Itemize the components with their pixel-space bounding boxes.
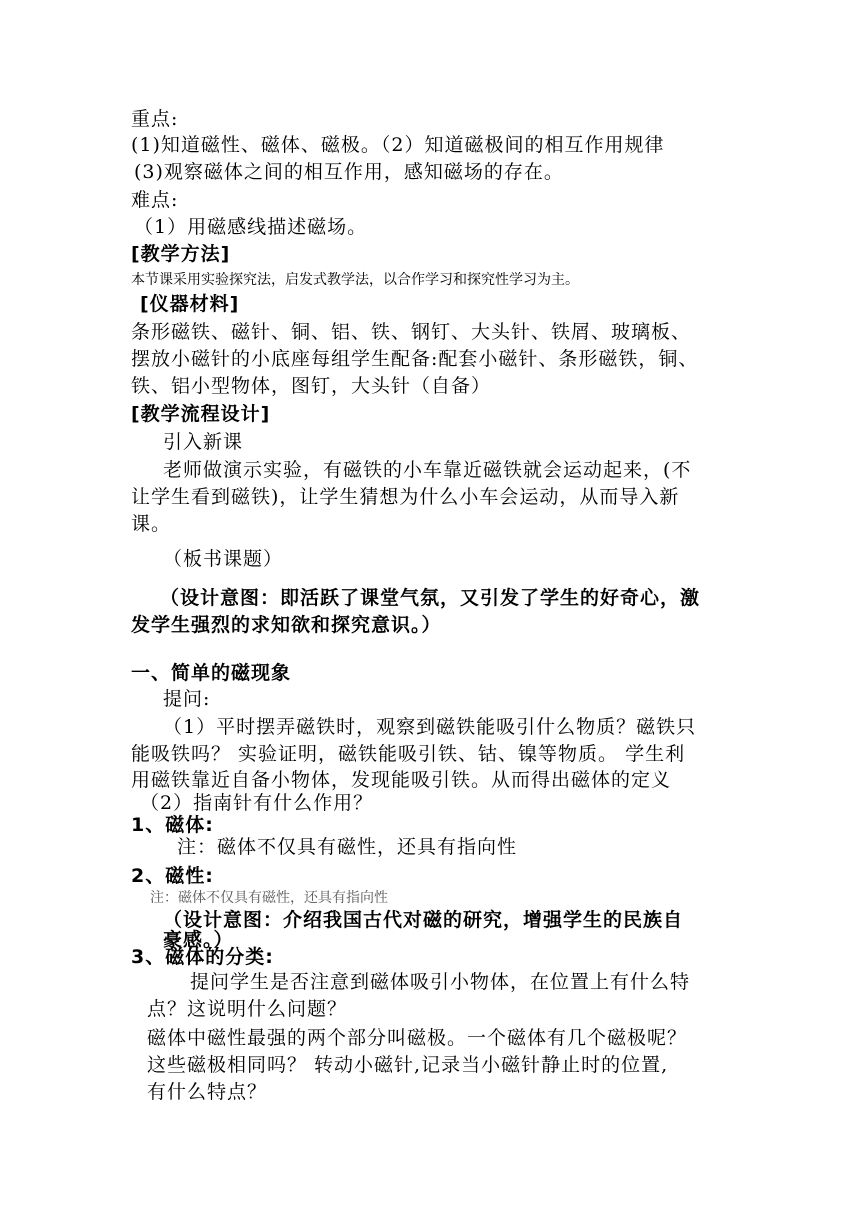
- materials-line-3: 铁、铝小型物体，图钉，大头针（自备）: [131, 375, 492, 397]
- materials-line-2: 摆放小磁针的小底座每组学生配备:配套小磁针、条形磁铁，铜、: [131, 348, 699, 370]
- subsection-3-title: 3、磁体的分类:: [131, 946, 274, 968]
- ask-label: 提问:: [163, 688, 211, 710]
- method-text: 本节课采用实验探究法，启发式教学法，以合作学习和探究性学习为主。: [131, 272, 579, 288]
- question-1-line-2: 能吸铁吗？ 实验证明，磁铁能吸引铁、钴、镍等物质。 学生利: [131, 743, 686, 765]
- poles-line-3: 有什么特点？: [147, 1081, 268, 1103]
- difficulty-1: （1）用磁感线描述磁场。: [134, 216, 368, 238]
- intent-2-line-2: 豪感。）: [163, 929, 234, 951]
- intro-line-1: 老师做演示实验，有磁铁的小车靠近磁铁就会运动起来，(不: [163, 459, 692, 481]
- method-title: [教学方法]: [131, 243, 231, 265]
- poles-line-1: 磁体中磁性最强的两个部分叫磁极。一个磁体有几个磁极呢？: [147, 1027, 688, 1049]
- flow-title: [教学流程设计]: [131, 403, 271, 425]
- intent-1-line-2: 发学生强烈的求知欲和探究意识。）: [131, 614, 442, 636]
- board-title: （板书课题）: [163, 548, 284, 570]
- intro-label: 引入新课: [163, 431, 244, 453]
- intent-1-line-1: （设计意图：即活跃了课堂气氛，又引发了学生的好奇心，激: [160, 587, 701, 609]
- intent-2-line-1: （设计意图：介绍我国古代对磁的研究，增强学生的民族自: [163, 909, 684, 931]
- question-3-line-1: 提问学生是否注意到磁体吸引小物体，在位置上有什么特: [190, 971, 691, 993]
- intro-line-2: 让学生看到磁铁)，让学生猜想为什么小车会运动，从而导入新: [131, 486, 680, 508]
- section-1-title: 一、简单的磁现象: [131, 662, 292, 684]
- key-point-1: (1)知道磁性、磁体、磁极。（2）知道磁极间的相互作用规律: [131, 134, 665, 156]
- question-1-line-3: 用磁铁靠近自备小物体，发现能吸引铁。从而得出磁体的定义: [131, 769, 672, 791]
- poles-line-2: 这些磁极相同吗？ 转动小磁针,记录当小磁针静止时的位置,: [147, 1054, 669, 1076]
- key-point-3: (3)观察磁体之间的相互作用，感知磁场的存在。: [134, 161, 564, 183]
- difficulty-label: 难点:: [131, 189, 179, 211]
- question-1-line-1: （1）平时摆弄磁铁时，观察到磁铁能吸引什么物质？磁铁只: [163, 716, 697, 738]
- materials-line-1: 条形磁铁、磁针、铜、铝、铁、钢钉、大头针、铁屑、玻璃板、: [131, 321, 692, 343]
- subsection-2-note: 注：磁体不仅具有磁性，还具有指向性: [150, 890, 388, 906]
- question-2: （2）指南针有什么作用？: [140, 792, 374, 814]
- key-points-label: 重点:: [131, 108, 179, 130]
- subsection-2-title: 2、磁性:: [131, 865, 214, 887]
- subsection-1-note: 注：磁体不仅具有磁性，还具有指向性: [177, 836, 518, 858]
- intro-line-3: 课。: [131, 513, 172, 535]
- subsection-1-title: 1、磁体:: [131, 814, 214, 836]
- materials-title: [仪器材料]: [140, 293, 240, 315]
- question-3-line-2: 点？这说明什么问题？: [147, 998, 348, 1020]
